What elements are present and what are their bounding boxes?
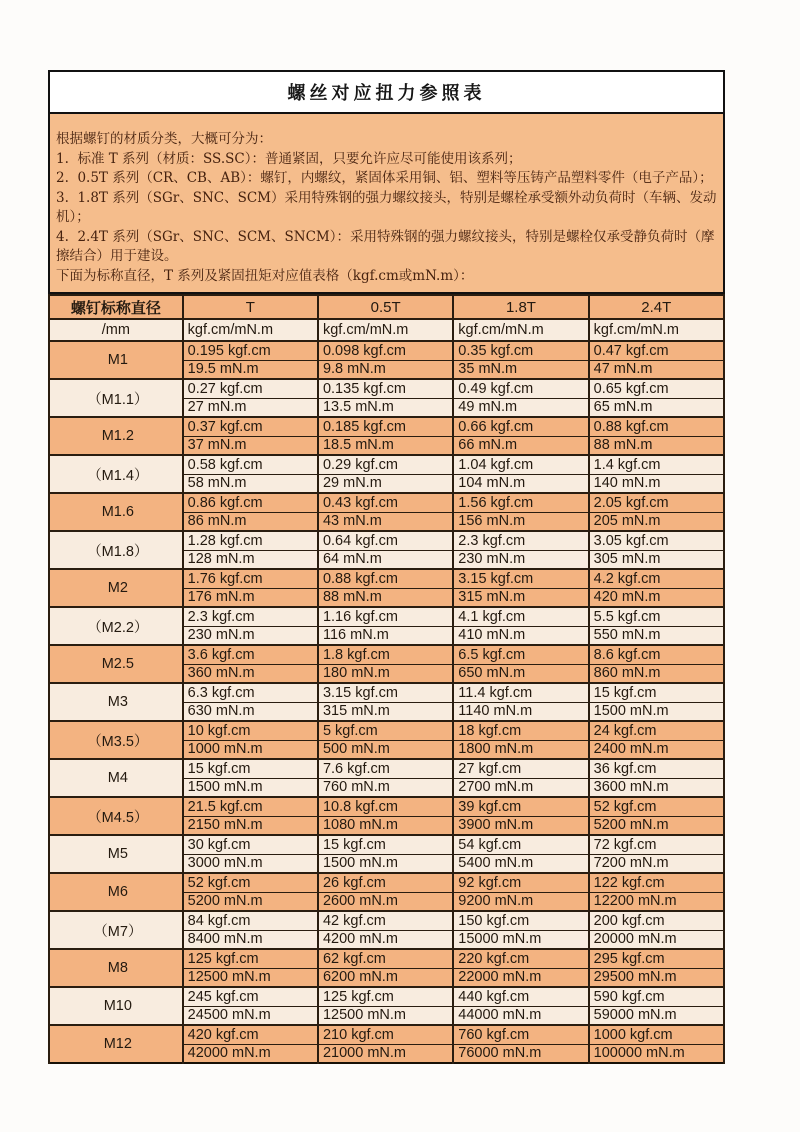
mn-value: 49 mN.m <box>453 398 588 417</box>
kgf-value: 0.35 kgf.cm <box>453 341 588 360</box>
size-label: （M7） <box>49 911 183 949</box>
kgf-value: 92 kgf.cm <box>453 873 588 892</box>
mn-value: 64 mN.m <box>318 550 453 569</box>
kgf-value: 0.88 kgf.cm <box>318 569 453 588</box>
mn-value: 100000 mN.m <box>589 1044 724 1063</box>
mn-value: 9200 mN.m <box>453 892 588 911</box>
kgf-value: 15 kgf.cm <box>589 683 724 702</box>
kgf-value: 42 kgf.cm <box>318 911 453 930</box>
kgf-value: 10 kgf.cm <box>183 721 318 740</box>
table-row-kgf <box>49 721 724 740</box>
kgf-value: 36 kgf.cm <box>589 759 724 778</box>
kgf-value: 440 kgf.cm <box>453 987 588 1006</box>
size-label: M1 <box>49 341 183 379</box>
table-row-kgf <box>49 417 724 436</box>
kgf-value: 15 kgf.cm <box>183 759 318 778</box>
kgf-value: 2.3 kgf.cm <box>453 531 588 550</box>
kgf-value: 3.15 kgf.cm <box>453 569 588 588</box>
table-row-kgf <box>49 531 724 550</box>
kgf-value: 1.04 kgf.cm <box>453 455 588 474</box>
intro-section <box>48 114 725 294</box>
table-row-kgf <box>49 873 724 892</box>
kgf-value: 62 kgf.cm <box>318 949 453 968</box>
kgf-value: 590 kgf.cm <box>589 987 724 1006</box>
table-row-kgf <box>49 797 724 816</box>
mn-value: 29 mN.m <box>318 474 453 493</box>
mn-value: 42000 mN.m <box>183 1044 318 1063</box>
kgf-value: 0.66 kgf.cm <box>453 417 588 436</box>
table-row-kgf <box>49 455 724 474</box>
mn-value: 88 mN.m <box>318 588 453 607</box>
header-series-18t: 1.8T <box>453 295 588 319</box>
mn-value: 140 mN.m <box>589 474 724 493</box>
mn-value: 29500 mN.m <box>589 968 724 987</box>
kgf-value: 5.5 kgf.cm <box>589 607 724 626</box>
page-title: 螺丝对应扭力参照表 <box>287 83 486 104</box>
kgf-value: 27 kgf.cm <box>453 759 588 778</box>
mn-value: 27 mN.m <box>183 398 318 417</box>
mn-value: 116 mN.m <box>318 626 453 645</box>
kgf-value: 0.49 kgf.cm <box>453 379 588 398</box>
kgf-value: 125 kgf.cm <box>183 949 318 968</box>
table-row-kgf <box>49 759 724 778</box>
mn-value: 12500 mN.m <box>183 968 318 987</box>
kgf-value: 5 kgf.cm <box>318 721 453 740</box>
kgf-value: 1.8 kgf.cm <box>318 645 453 664</box>
header-series-24t: 2.4T <box>589 295 724 319</box>
mn-value: 2600 mN.m <box>318 892 453 911</box>
kgf-value: 0.37 kgf.cm <box>183 417 318 436</box>
kgf-value: 4.1 kgf.cm <box>453 607 588 626</box>
mn-value: 1500 mN.m <box>183 778 318 797</box>
header-series-05t: 0.5T <box>318 295 453 319</box>
table-subheader-row <box>49 319 724 341</box>
table-row-kgf <box>49 949 724 968</box>
kgf-value: 52 kgf.cm <box>589 797 724 816</box>
size-label: （M3.5） <box>49 721 183 759</box>
kgf-value: 0.47 kgf.cm <box>589 341 724 360</box>
subheader-mm: /mm <box>49 319 183 341</box>
kgf-value: 0.195 kgf.cm <box>183 341 318 360</box>
mn-value: 305 mN.m <box>589 550 724 569</box>
kgf-value: 200 kgf.cm <box>589 911 724 930</box>
kgf-value: 125 kgf.cm <box>318 987 453 1006</box>
subheader-unit: kgf.cm/mN.m <box>183 319 318 341</box>
mn-value: 9.8 mN.m <box>318 360 453 379</box>
size-label: M5 <box>49 835 183 873</box>
mn-value: 2700 mN.m <box>453 778 588 797</box>
kgf-value: 210 kgf.cm <box>318 1025 453 1044</box>
mn-value: 205 mN.m <box>589 512 724 531</box>
mn-value: 12500 mN.m <box>318 1006 453 1025</box>
mn-value: 5200 mN.m <box>589 816 724 835</box>
mn-value: 230 mN.m <box>183 626 318 645</box>
kgf-value: 295 kgf.cm <box>589 949 724 968</box>
header-series-t: T <box>183 295 318 319</box>
kgf-value: 8.6 kgf.cm <box>589 645 724 664</box>
mn-value: 88 mN.m <box>589 436 724 455</box>
size-label: M12 <box>49 1025 183 1063</box>
intro-line: 下面为标称直径，T 系列及紧固扭矩对应值表格（kgf.cm或mN.m）： <box>56 267 474 284</box>
kgf-value: 15 kgf.cm <box>318 835 453 854</box>
mn-value: 3900 mN.m <box>453 816 588 835</box>
kgf-value: 1000 kgf.cm <box>589 1025 724 1044</box>
mn-value: 420 mN.m <box>589 588 724 607</box>
subheader-unit: kgf.cm/mN.m <box>589 319 724 341</box>
table-row-kgf <box>49 569 724 588</box>
kgf-value: 150 kgf.cm <box>453 911 588 930</box>
size-label: （M4.5） <box>49 797 183 835</box>
subheader-unit: kgf.cm/mN.m <box>318 319 453 341</box>
mn-value: 410 mN.m <box>453 626 588 645</box>
kgf-value: 26 kgf.cm <box>318 873 453 892</box>
kgf-value: 0.185 kgf.cm <box>318 417 453 436</box>
kgf-value: 84 kgf.cm <box>183 911 318 930</box>
mn-value: 1800 mN.m <box>453 740 588 759</box>
kgf-value: 1.28 kgf.cm <box>183 531 318 550</box>
size-label: M4 <box>49 759 183 797</box>
mn-value: 5400 mN.m <box>453 854 588 873</box>
kgf-value: 0.098 kgf.cm <box>318 341 453 360</box>
table-row-kgf <box>49 1025 724 1044</box>
mn-value: 37 mN.m <box>183 436 318 455</box>
mn-value: 43 mN.m <box>318 512 453 531</box>
kgf-value: 0.29 kgf.cm <box>318 455 453 474</box>
mn-value: 860 mN.m <box>589 664 724 683</box>
mn-value: 104 mN.m <box>453 474 588 493</box>
mn-value: 7200 mN.m <box>589 854 724 873</box>
mn-value: 176 mN.m <box>183 588 318 607</box>
mn-value: 65 mN.m <box>589 398 724 417</box>
kgf-value: 0.43 kgf.cm <box>318 493 453 512</box>
mn-value: 1080 mN.m <box>318 816 453 835</box>
kgf-value: 3.6 kgf.cm <box>183 645 318 664</box>
kgf-value: 0.86 kgf.cm <box>183 493 318 512</box>
size-label: （M1.8） <box>49 531 183 569</box>
mn-value: 86 mN.m <box>183 512 318 531</box>
mn-value: 2400 mN.m <box>589 740 724 759</box>
mn-value: 550 mN.m <box>589 626 724 645</box>
mn-value: 1140 mN.m <box>453 702 588 721</box>
kgf-value: 1.76 kgf.cm <box>183 569 318 588</box>
mn-value: 66 mN.m <box>453 436 588 455</box>
kgf-value: 2.05 kgf.cm <box>589 493 724 512</box>
size-label: M2.5 <box>49 645 183 683</box>
mn-value: 13.5 mN.m <box>318 398 453 417</box>
mn-value: 18.5 mN.m <box>318 436 453 455</box>
kgf-value: 4.2 kgf.cm <box>589 569 724 588</box>
mn-value: 760 mN.m <box>318 778 453 797</box>
table-header-row <box>49 295 724 319</box>
kgf-value: 3.05 kgf.cm <box>589 531 724 550</box>
size-label: M8 <box>49 949 183 987</box>
size-label: （M2.2） <box>49 607 183 645</box>
table-row-kgf <box>49 987 724 1006</box>
mn-value: 15000 mN.m <box>453 930 588 949</box>
intro-line: 根据螺钉的材质分类，大概可分为： <box>56 131 272 147</box>
mn-value: 58 mN.m <box>183 474 318 493</box>
mn-value: 315 mN.m <box>453 588 588 607</box>
mn-value: 12200 mN.m <box>589 892 724 911</box>
table-row-kgf <box>49 645 724 664</box>
mn-value: 20000 mN.m <box>589 930 724 949</box>
table-row-kgf <box>49 341 724 360</box>
mn-value: 3600 mN.m <box>589 778 724 797</box>
kgf-value: 52 kgf.cm <box>183 873 318 892</box>
size-label: M2 <box>49 569 183 607</box>
table-row-kgf <box>49 493 724 512</box>
table-row-kgf <box>49 683 724 702</box>
kgf-value: 0.27 kgf.cm <box>183 379 318 398</box>
mn-value: 360 mN.m <box>183 664 318 683</box>
mn-value: 47 mN.m <box>589 360 724 379</box>
torque-table <box>48 294 725 1064</box>
kgf-value: 0.88 kgf.cm <box>589 417 724 436</box>
kgf-value: 760 kgf.cm <box>453 1025 588 1044</box>
kgf-value: 0.64 kgf.cm <box>318 531 453 550</box>
mn-value: 44000 mN.m <box>453 1006 588 1025</box>
kgf-value: 21.5 kgf.cm <box>183 797 318 816</box>
kgf-value: 245 kgf.cm <box>183 987 318 1006</box>
document-sheet <box>48 70 725 1064</box>
mn-value: 500 mN.m <box>318 740 453 759</box>
kgf-value: 122 kgf.cm <box>589 873 724 892</box>
kgf-value: 39 kgf.cm <box>453 797 588 816</box>
kgf-value: 10.8 kgf.cm <box>318 797 453 816</box>
mn-value: 4200 mN.m <box>318 930 453 949</box>
table-row-kgf <box>49 607 724 626</box>
mn-value: 315 mN.m <box>318 702 453 721</box>
kgf-value: 18 kgf.cm <box>453 721 588 740</box>
mn-value: 630 mN.m <box>183 702 318 721</box>
table-row-kgf <box>49 911 724 930</box>
kgf-value: 54 kgf.cm <box>453 835 588 854</box>
kgf-value: 3.15 kgf.cm <box>318 683 453 702</box>
kgf-value: 0.135 kgf.cm <box>318 379 453 398</box>
kgf-value: 1.56 kgf.cm <box>453 493 588 512</box>
title-box <box>48 70 725 114</box>
kgf-value: 1.4 kgf.cm <box>589 455 724 474</box>
mn-value: 19.5 mN.m <box>183 360 318 379</box>
size-label: M10 <box>49 987 183 1025</box>
size-label: M1.6 <box>49 493 183 531</box>
mn-value: 22000 mN.m <box>453 968 588 987</box>
mn-value: 1000 mN.m <box>183 740 318 759</box>
kgf-value: 220 kgf.cm <box>453 949 588 968</box>
torque-table-body <box>49 295 724 1063</box>
kgf-value: 6.5 kgf.cm <box>453 645 588 664</box>
kgf-value: 0.58 kgf.cm <box>183 455 318 474</box>
size-label: （M1.4） <box>49 455 183 493</box>
mn-value: 3000 mN.m <box>183 854 318 873</box>
mn-value: 6200 mN.m <box>318 968 453 987</box>
mn-value: 24500 mN.m <box>183 1006 318 1025</box>
kgf-value: 0.65 kgf.cm <box>589 379 724 398</box>
mn-value: 35 mN.m <box>453 360 588 379</box>
intro-line: 1. 标准 T 系列（材质：SS.SC）：普通紧固，只要允许应尽可能使用该系列； <box>56 150 522 167</box>
table-row-kgf <box>49 835 724 854</box>
kgf-value: 1.16 kgf.cm <box>318 607 453 626</box>
mn-value: 8400 mN.m <box>183 930 318 949</box>
kgf-value: 72 kgf.cm <box>589 835 724 854</box>
size-label: M3 <box>49 683 183 721</box>
header-diameter: 螺钉标称直径 <box>49 295 183 319</box>
mn-value: 21000 mN.m <box>318 1044 453 1063</box>
kgf-value: 30 kgf.cm <box>183 835 318 854</box>
mn-value: 128 mN.m <box>183 550 318 569</box>
mn-value: 230 mN.m <box>453 550 588 569</box>
mn-value: 180 mN.m <box>318 664 453 683</box>
kgf-value: 2.3 kgf.cm <box>183 607 318 626</box>
mn-value: 59000 mN.m <box>589 1006 724 1025</box>
kgf-value: 6.3 kgf.cm <box>183 683 318 702</box>
mn-value: 5200 mN.m <box>183 892 318 911</box>
size-label: M6 <box>49 873 183 911</box>
kgf-value: 24 kgf.cm <box>589 721 724 740</box>
mn-value: 1500 mN.m <box>318 854 453 873</box>
intro-line: 2. 0.5T 系列（CR、CB、AB）：螺钉，内螺纹，紧固体采用铜、铝、塑料等压铸产品塑料零件（电子产品）； <box>56 170 713 186</box>
intro-line: 4. 2.4T 系列（SGr、SNC、SCM、SNCM）：采用特殊钢的强力螺纹接头，特别是螺栓仅承受静负荷时（摩擦结合）用于建设。 <box>56 228 715 264</box>
size-label: （M1.1） <box>49 379 183 417</box>
kgf-value: 420 kgf.cm <box>183 1025 318 1044</box>
mn-value: 1500 mN.m <box>589 702 724 721</box>
mn-value: 2150 mN.m <box>183 816 318 835</box>
kgf-value: 7.6 kgf.cm <box>318 759 453 778</box>
mn-value: 650 mN.m <box>453 664 588 683</box>
kgf-value: 11.4 kgf.cm <box>453 683 588 702</box>
mn-value: 156 mN.m <box>453 512 588 531</box>
subheader-unit: kgf.cm/mN.m <box>453 319 588 341</box>
mn-value: 76000 mN.m <box>453 1044 588 1063</box>
table-row-kgf <box>49 379 724 398</box>
size-label: M1.2 <box>49 417 183 455</box>
intro-line: 3. 1.8T 系列（SGr、SNC、SCM）采用特殊钢的强力螺纹接头，特别是螺栓承受额外动负荷时（车辆、发动机）； <box>56 189 717 225</box>
